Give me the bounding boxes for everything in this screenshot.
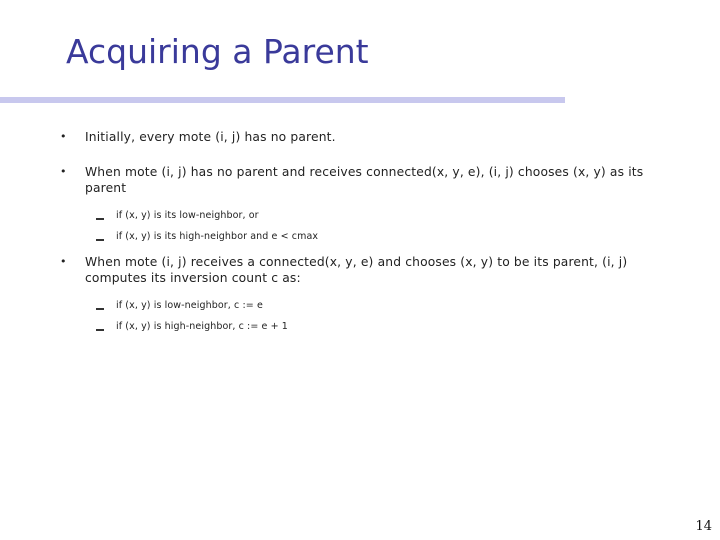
slide-title: Acquiring a Parent	[66, 32, 369, 71]
bullet-text: When mote (i, j) receives a connected(x, y, e) and chooses (x, y) to be its parent, (i, j) computes its inversion count c as:	[85, 255, 628, 285]
sub-bullet-text: if (x, y) is its high-neighbor and e < cmax	[116, 231, 319, 242]
page-number: 14	[695, 519, 712, 534]
dash-marker	[96, 239, 104, 241]
bullet-marker: •	[60, 130, 67, 143]
bullet-text: Initially, every mote (i, j) has no parent.	[85, 130, 336, 144]
bullet-text: When mote (i, j) has no parent and receives connected(x, y, e), (i, j) chooses (x, y) as its parent	[85, 165, 644, 195]
sub-bullet-text: if (x, y) is high-neighbor, c := e + 1	[116, 321, 288, 332]
sub-bullet-text: if (x, y) is its low-neighbor, or	[116, 210, 259, 221]
dash-marker	[96, 308, 104, 310]
sub-bullet-text: if (x, y) is low-neighbor, c := e	[116, 300, 263, 311]
bullet-marker: •	[60, 165, 67, 178]
dash-marker	[96, 218, 104, 220]
bullet-marker: •	[60, 255, 67, 268]
title-underline	[0, 97, 565, 103]
dash-marker	[96, 329, 104, 331]
